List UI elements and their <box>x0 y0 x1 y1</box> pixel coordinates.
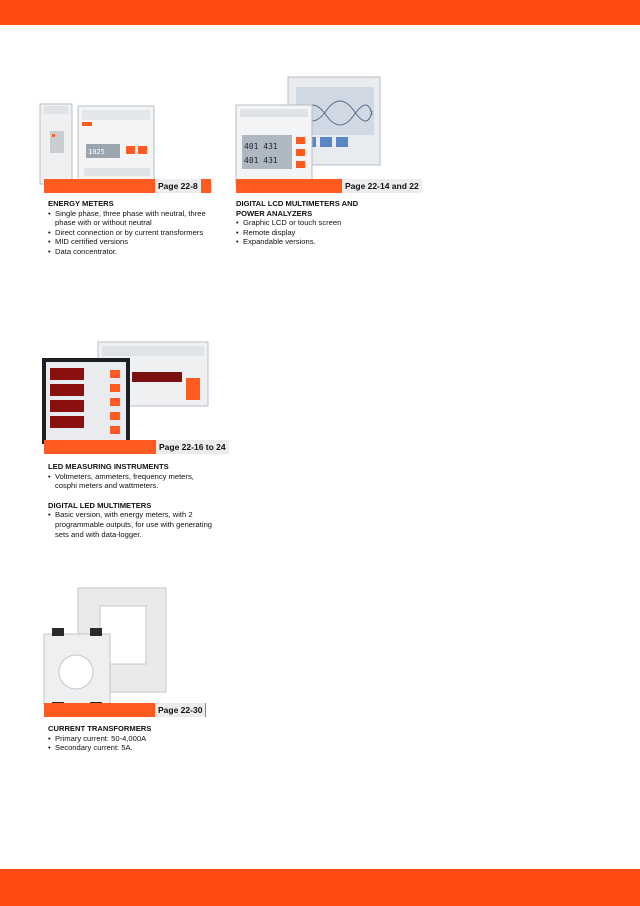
bullet-item: • Remote display <box>236 228 416 238</box>
page-reference-bar <box>44 179 211 193</box>
top-orange-band <box>0 0 640 25</box>
page-reference-label: Page 22-14 and 22 <box>342 179 422 193</box>
page-reference-bar <box>236 179 419 193</box>
svg-text:401 431: 401 431 <box>244 142 278 151</box>
lcd-multimeter-device-image <box>232 75 382 187</box>
subsection-title: DIGITAL LED MULTIMETERS <box>48 500 152 510</box>
bullet-item: • Data concentrator. <box>48 247 208 257</box>
bullet-item: • Voltmeters, ammeters, frequency meters, cosphi meters and wattmeters. <box>48 472 213 491</box>
led-instruments-text <box>48 462 213 539</box>
page-reference-label: Page 22-16 to 24 <box>156 440 229 454</box>
led-instrument-device-image <box>40 338 210 448</box>
section-title: DIGITAL LCD MULTIMETERS AND <box>236 199 359 208</box>
page-reference-label: Page 22-8 <box>155 179 201 193</box>
svg-text:401 431: 401 431 <box>244 156 278 165</box>
section-title-line2: POWER ANALYZERS <box>236 208 313 218</box>
section-title: ENERGY METERS <box>48 199 114 208</box>
energy-meter-device-image <box>38 96 156 188</box>
bullet-item: • Basic version, with energy meters, with 2 programmable outputs, for use with generating sets and with data-logger. <box>48 510 213 539</box>
page-reference-bar <box>44 703 206 717</box>
current-transformers-text <box>48 724 213 753</box>
page-reference-label: Page 22-30 <box>155 703 205 717</box>
section-title: CURRENT TRANSFORMERS <box>48 724 152 733</box>
bullet-item: • Single phase, three phase with neutral, three phase with or without neutral <box>48 209 208 228</box>
lcd-multimeters-text <box>236 199 416 247</box>
page-reference-bar <box>44 440 226 454</box>
bullet-item: • MID certified versions <box>48 237 208 247</box>
bullet-item: • Secondary current: 5A. <box>48 743 213 753</box>
bullet-item: • Direct connection or by current transformers <box>48 228 208 238</box>
energy-meters-text <box>48 199 208 257</box>
bullet-item: • Primary current: 50-4,000A <box>48 734 213 744</box>
bottom-orange-band <box>0 869 640 906</box>
current-transformer-device-image <box>42 582 170 712</box>
bullet-item: • Graphic LCD or touch screen <box>236 218 416 228</box>
section-title: LED MEASURING INSTRUMENTS <box>48 462 169 471</box>
bullet-item: • Expandable versions. <box>236 237 416 247</box>
svg-text:1025: 1025 <box>88 148 105 156</box>
